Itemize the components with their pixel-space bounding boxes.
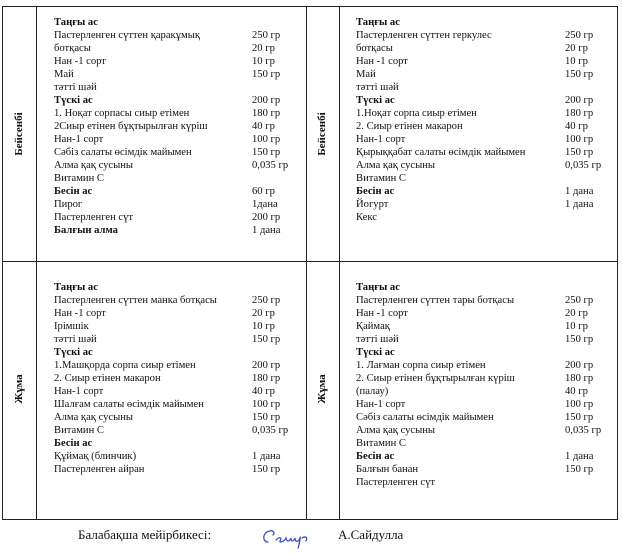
- item-quantity: 180 гр: [252, 373, 281, 384]
- menu-item-row: [356, 437, 614, 450]
- item-name: Нан-1 сорт: [54, 134, 104, 145]
- item-quantity: 150 гр: [565, 464, 594, 475]
- item-quantity: 180 гр: [252, 108, 281, 119]
- item-name: Пастерленген сүттен тары ботқасы: [356, 295, 515, 306]
- item-quantity: 250 гр: [252, 295, 281, 306]
- item-quantity: 250 гр: [252, 30, 281, 41]
- menu-item-row: [54, 133, 304, 146]
- item-name: 2. Сиыр етінен бұқтырылған күріш: [356, 373, 515, 384]
- menu-item-row: [356, 172, 614, 185]
- col-divider: [339, 7, 340, 519]
- meal-heading-row: [54, 185, 304, 198]
- item-quantity: 180 гр: [565, 373, 594, 384]
- item-quantity: 40 гр: [565, 386, 588, 397]
- item-name: Пастерленген сүттен қаракұмық: [54, 30, 200, 41]
- item-quantity: 250 гр: [565, 295, 594, 306]
- item-name: Нан -1 сорт: [54, 308, 106, 319]
- meal-heading-row: [356, 281, 614, 294]
- item-quantity: 0,035 гр: [565, 425, 602, 436]
- item-quantity: 10 гр: [252, 56, 275, 67]
- menu-block: [356, 281, 614, 489]
- item-quantity: 10 гр: [565, 56, 588, 67]
- menu-table: [2, 6, 618, 520]
- item-name: Ірімшік: [54, 321, 89, 332]
- item-name: Алма қақ сусыны: [356, 160, 436, 171]
- menu-item-row: [54, 146, 304, 159]
- item-quantity: 150 гр: [252, 147, 281, 158]
- item-quantity: 20 гр: [252, 308, 275, 319]
- menu-item-row: [54, 424, 304, 437]
- menu-item-row: [356, 133, 614, 146]
- menu-item-row: [54, 107, 304, 120]
- meal-heading-row: [54, 224, 304, 237]
- meal-heading-row: [54, 437, 304, 450]
- menu-item-row: [54, 172, 304, 185]
- item-name: Пастерленген сүттен манка ботқасы: [54, 295, 217, 306]
- item-name: 1.Машқорда сорпа сиыр етімен: [54, 360, 196, 371]
- menu-item-row: [356, 424, 614, 437]
- item-name: Нан-1 сорт: [356, 134, 406, 145]
- item-name: Алма қақ сусыны: [54, 160, 134, 171]
- item-name: Витамин С: [54, 425, 104, 436]
- item-name: ботқасы: [54, 43, 91, 54]
- item-name: Қаймақ: [356, 321, 390, 332]
- item-name: Май: [356, 69, 376, 80]
- item-quantity: 200 гр: [565, 95, 594, 106]
- item-name: Түскі ас: [54, 347, 93, 358]
- item-name: 1. Ноқат сорпасы сиыр етімен: [54, 108, 190, 119]
- menu-block: [356, 16, 614, 224]
- menu-item-row: [356, 476, 614, 489]
- item-quantity: 180 гр: [565, 108, 594, 119]
- item-quantity: 200 гр: [252, 212, 281, 223]
- menu-item-row: [54, 307, 304, 320]
- item-quantity: 150 гр: [252, 412, 281, 423]
- item-name: Таңғы ас: [356, 282, 400, 293]
- menu-item-row: [356, 372, 614, 385]
- signature-icon: [258, 524, 328, 550]
- menu-item-row: [356, 159, 614, 172]
- item-name: Сәбіз салаты өсімдік майымен: [54, 147, 192, 158]
- menu-item-row: [356, 81, 614, 94]
- item-name: ботқасы: [356, 43, 393, 54]
- menu-item-row: [54, 42, 304, 55]
- menu-item-row: [356, 333, 614, 346]
- menu-item-row: [356, 211, 614, 224]
- item-quantity: 150 гр: [565, 412, 594, 423]
- item-quantity: 20 гр: [252, 43, 275, 54]
- item-name: 1. Лағман сорпа сиыр етімен: [356, 360, 486, 371]
- item-name: 1.Ноқат сорпа сиыр етімен: [356, 108, 477, 119]
- item-name: Түскі ас: [54, 95, 93, 106]
- menu-item-row: [54, 198, 304, 211]
- item-quantity: 10 гр: [252, 321, 275, 332]
- item-name: тәтті шәй: [356, 334, 399, 345]
- item-quantity: 150 гр: [252, 464, 281, 475]
- menu-item-row: [356, 463, 614, 476]
- item-quantity: 0,035 гр: [252, 160, 289, 171]
- item-quantity: 60 гр: [252, 186, 275, 197]
- item-name: Таңғы ас: [54, 17, 98, 28]
- item-name: Алма қақ сусыны: [54, 412, 134, 423]
- menu-block: [54, 16, 304, 237]
- item-name: тәтті шәй: [356, 82, 399, 93]
- item-name: Пастерленген сүттен геркулес: [356, 30, 492, 41]
- item-name: Пастерленген сүт: [356, 477, 436, 488]
- menu-item-row: [54, 398, 304, 411]
- nurse-name: А.Сайдулла: [338, 527, 404, 542]
- item-name: Витамин С: [356, 173, 406, 184]
- menu-item-row: [54, 159, 304, 172]
- item-name: Пастерленген сүт: [54, 212, 134, 223]
- menu-item-row: [54, 450, 304, 463]
- menu-item-row: [356, 55, 614, 68]
- menu-item-row: [356, 294, 614, 307]
- item-quantity: 250 гр: [565, 30, 594, 41]
- menu-item-row: [356, 146, 614, 159]
- menu-item-row: [54, 411, 304, 424]
- row-divider: [3, 261, 617, 262]
- meal-heading-row: [356, 185, 614, 198]
- day-label: Бейсенбі: [316, 112, 328, 156]
- menu-item-row: [54, 463, 304, 476]
- item-name: Йогурт: [356, 199, 389, 210]
- meal-heading-row: [356, 450, 614, 463]
- item-name: Балғын банан: [356, 464, 419, 475]
- item-quantity: 100 гр: [252, 134, 281, 145]
- item-name: Витамин С: [54, 173, 104, 184]
- item-name: Шалғам салаты өсімдік майымен: [54, 399, 204, 410]
- item-name: Витамин С: [356, 438, 406, 449]
- item-quantity: 100 гр: [565, 399, 594, 410]
- menu-item-row: [356, 411, 614, 424]
- item-name: Бесін ас: [54, 438, 93, 449]
- item-quantity: 150 гр: [252, 69, 281, 80]
- nurse-label: Балабақша мейірбикесі:: [78, 527, 212, 542]
- meal-heading-row: [54, 281, 304, 294]
- item-quantity: 1 дана: [252, 451, 281, 462]
- item-name: Нан-1 сорт: [54, 386, 104, 397]
- menu-item-row: [54, 211, 304, 224]
- menu-item-row: [54, 120, 304, 133]
- item-quantity: 150 гр: [565, 69, 594, 80]
- item-name: Балғын алма: [54, 225, 118, 236]
- col-divider: [36, 7, 37, 519]
- item-name: Қырыққабат салаты өсімдік майымен: [356, 147, 526, 158]
- item-name: (палау): [356, 386, 389, 397]
- menu-item-row: [54, 320, 304, 333]
- menu-item-row: [54, 29, 304, 42]
- item-name: Алма қақ сусыны: [356, 425, 436, 436]
- item-name: Сәбіз салаты өсімдік майымен: [356, 412, 494, 423]
- item-name: Пирог: [54, 199, 83, 210]
- menu-item-row: [356, 29, 614, 42]
- item-quantity: 200 гр: [252, 95, 281, 106]
- menu-item-row: [356, 42, 614, 55]
- item-quantity: 40 гр: [252, 121, 275, 132]
- item-quantity: 200 гр: [252, 360, 281, 371]
- menu-item-row: [54, 81, 304, 94]
- meal-heading-row: [356, 16, 614, 29]
- item-quantity: 100 гр: [252, 399, 281, 410]
- day-label: Жұма: [13, 374, 25, 404]
- item-name: Таңғы ас: [54, 282, 98, 293]
- item-name: Нан-1 сорт: [356, 399, 406, 410]
- item-name: 2Сиыр етінен бұқтырылған күріш: [54, 121, 208, 132]
- item-name: Бесін ас: [54, 186, 93, 197]
- item-quantity: 200 гр: [565, 360, 594, 371]
- menu-item-row: [356, 385, 614, 398]
- item-quantity: 0,035 гр: [252, 425, 289, 436]
- menu-item-row: [356, 107, 614, 120]
- menu-block: [54, 281, 304, 476]
- item-name: тәтті шәй: [54, 334, 97, 345]
- item-name: Түскі ас: [356, 347, 395, 358]
- item-name: Нан -1 сорт: [356, 308, 408, 319]
- day-label: Жұма: [316, 374, 328, 404]
- item-name: Май: [54, 69, 74, 80]
- item-name: Бесін ас: [356, 186, 395, 197]
- item-name: Кекс: [356, 212, 377, 223]
- item-quantity: 150 гр: [252, 334, 281, 345]
- menu-item-row: [356, 398, 614, 411]
- menu-item-row: [356, 320, 614, 333]
- meal-heading-row: [54, 16, 304, 29]
- item-name: Түскі ас: [356, 95, 395, 106]
- item-name: Құймақ (блинчик): [54, 451, 137, 462]
- item-quantity: 1 дана: [565, 451, 594, 462]
- menu-item-row: [54, 294, 304, 307]
- meal-heading-row: [54, 94, 304, 107]
- item-quantity: 1 дана: [565, 186, 594, 197]
- item-name: 2. Сиыр етінен макарон: [54, 373, 161, 384]
- item-quantity: 40 гр: [565, 121, 588, 132]
- item-name: Пастерленген айран: [54, 464, 145, 475]
- meal-heading-row: [356, 94, 614, 107]
- menu-item-row: [54, 333, 304, 346]
- item-quantity: 1 дана: [565, 199, 594, 210]
- item-name: Бесін ас: [356, 451, 395, 462]
- col-divider: [306, 7, 307, 519]
- item-name: 2. Сиыр етінен макарон: [356, 121, 463, 132]
- menu-item-row: [356, 359, 614, 372]
- item-quantity: 100 гр: [565, 134, 594, 145]
- menu-item-row: [54, 385, 304, 398]
- item-quantity: 150 гр: [565, 147, 594, 158]
- item-name: Нан -1 сорт: [54, 56, 106, 67]
- menu-item-row: [356, 198, 614, 211]
- item-quantity: 0,035 гр: [565, 160, 602, 171]
- meal-heading-row: [54, 346, 304, 359]
- meal-heading-row: [356, 346, 614, 359]
- item-quantity: 1 дана: [252, 225, 281, 236]
- menu-item-row: [356, 120, 614, 133]
- menu-item-row: [356, 307, 614, 320]
- item-quantity: 20 гр: [565, 308, 588, 319]
- menu-item-row: [54, 55, 304, 68]
- day-label: Бейсенбі: [13, 112, 25, 156]
- item-quantity: 20 гр: [565, 43, 588, 54]
- menu-item-row: [54, 68, 304, 81]
- item-name: Нан -1 сорт: [356, 56, 408, 67]
- menu-item-row: [54, 359, 304, 372]
- item-quantity: 1дана: [252, 199, 278, 210]
- menu-item-row: [356, 68, 614, 81]
- item-name: тәтті шәй: [54, 82, 97, 93]
- item-name: Таңғы ас: [356, 17, 400, 28]
- item-quantity: 10 гр: [565, 321, 588, 332]
- menu-item-row: [54, 372, 304, 385]
- item-quantity: 40 гр: [252, 386, 275, 397]
- item-quantity: 150 гр: [565, 334, 594, 345]
